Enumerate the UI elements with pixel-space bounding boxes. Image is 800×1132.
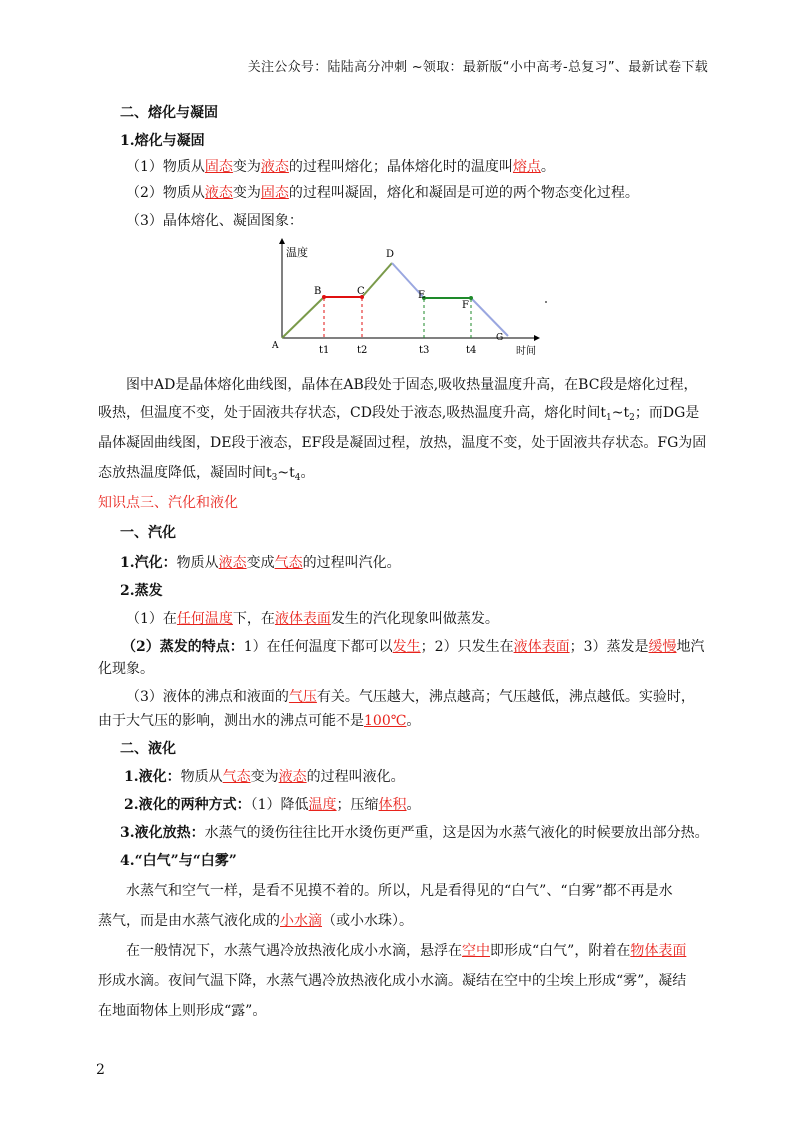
liquefaction-methods: 2.液化的两种方式：（1）降低温度；压缩体积。 [124,797,421,813]
segment-AB [282,297,324,338]
graph-ylabel: 温度 [286,246,308,259]
subsection-title: 1.熔化与凝固 [120,133,205,149]
segment-FG [471,298,508,336]
boiling-point-paragraph-cont: 由于大气压的影响，测出水的沸点可能不是100℃。 [98,713,421,729]
white-gas-paragraph-5: 在地面物体上则形成“露”。 [98,1003,267,1019]
tick-t3: t3 [419,345,430,356]
evaporation-features: （2）蒸发的特点：1）在任何温度下都可以发生；2）只发生在液体表面；3）蒸发是缓慢地汽 [122,639,705,655]
tick-t1: t1 [319,345,330,356]
white-gas-paragraph-3: 在一般情况下，水蒸气遇冷放热液化成小水滴，悬浮在空中即形成“白气”，附着在物体表面 [126,943,687,959]
knowledge-point-title: 知识点三、汽化和液化 [98,495,238,511]
evaporation-features-cont: 化现象。 [98,661,154,677]
boiling-point-paragraph: （3）液体的沸点和液面的气压有关。气压越大，沸点越高；气压越低，沸点越低。实验时， [126,689,695,705]
white-gas-paragraph-4: 形成水滴。夜间气温下降，水蒸气遇冷放热液化成小水滴。凝结在空中的尘埃上形成“雾”，凝结 [98,973,687,989]
paragraph-melting-def: （1）物质从固态变为液态的过程叫熔化；晶体熔化时的温度叫熔点。 [126,159,555,175]
evaporation-title: 2.蒸发 [120,583,163,599]
vaporization-definition: 1.汽化：物质从液态变成气态的过程叫汽化。 [120,555,401,571]
point-D-label: D [386,249,395,260]
liquefaction-definition: 1.液化：物质从气态变为液态的过程叫液化。 [124,769,405,785]
melting-curve-graph [268,236,588,364]
section-title-melting: 二、熔化与凝固 [120,105,218,121]
liquefaction-heat: 3.液化放热：水蒸气的烫伤往往比开水烫伤更严重，这是因为水蒸气液化的时候要放出部分热。 [120,825,709,841]
graph-description-line-4: 态放热温度降低，凝固时间$t_3\sim t_4$。 [98,465,315,483]
point-C-label: C [357,286,365,297]
tick-t4: t4 [466,345,477,356]
point-A-label: A [272,341,279,351]
white-gas-paragraph-2: 蒸气，而是由水蒸气液化成的小水滴（或小水珠）。 [98,913,413,929]
paragraph-solidify-def: （2）物质从液态变为固态的过程叫凝固，熔化和凝固是可逆的两个物态变化过程。 [126,185,639,201]
paragraph-graph-intro: （3）晶体熔化、凝固图象： [126,213,303,229]
point-B-label: B [314,286,322,297]
graph-xlabel: 时间 [516,346,536,357]
page-header: 关注公众号：陆陆高分冲刺 ~领取：最新版“小中高考-总复习”、最新试卷下载 [247,60,708,75]
page-number: 2 [96,1062,105,1078]
point-E-label: E [418,290,426,301]
evaporation-definition: （1）在任何温度下，在液体表面发生的汽化现象叫做蒸发。 [126,611,499,627]
point-G-label: G [496,333,504,343]
section-title-liquefaction: 二、液化 [120,741,176,757]
section-title-vaporization: 一、汽化 [120,525,176,541]
point-F-label: F [462,300,469,311]
white-gas-paragraph-1: 水蒸气和空气一样，是看不见摸不着的。所以，凡是看得见的“白气”、“白雾”都不再是水 [126,883,673,899]
segment-CD [362,263,392,297]
graph-description-line-1: 图中AD是晶体熔化曲线图，晶体在AB段处于固态,吸收热量温度升高，在BC段是熔化过程， [126,377,698,393]
white-gas-title: 4.“白气”与“白雾” [120,853,237,869]
graph-description-line-3: 晶体凝固曲线图，DE段于液态，EF段是凝固过程，放热，温度不变，处于固液共存状态。FG为固 [98,435,707,451]
tick-t2: t2 [357,345,368,356]
graph-description-line-2: 吸热，但温度不变，处于固液共存状态，CD段处于液态,吸热温度升高，熔化时间$t_1\sim t_2$；而DG是 [98,405,700,423]
